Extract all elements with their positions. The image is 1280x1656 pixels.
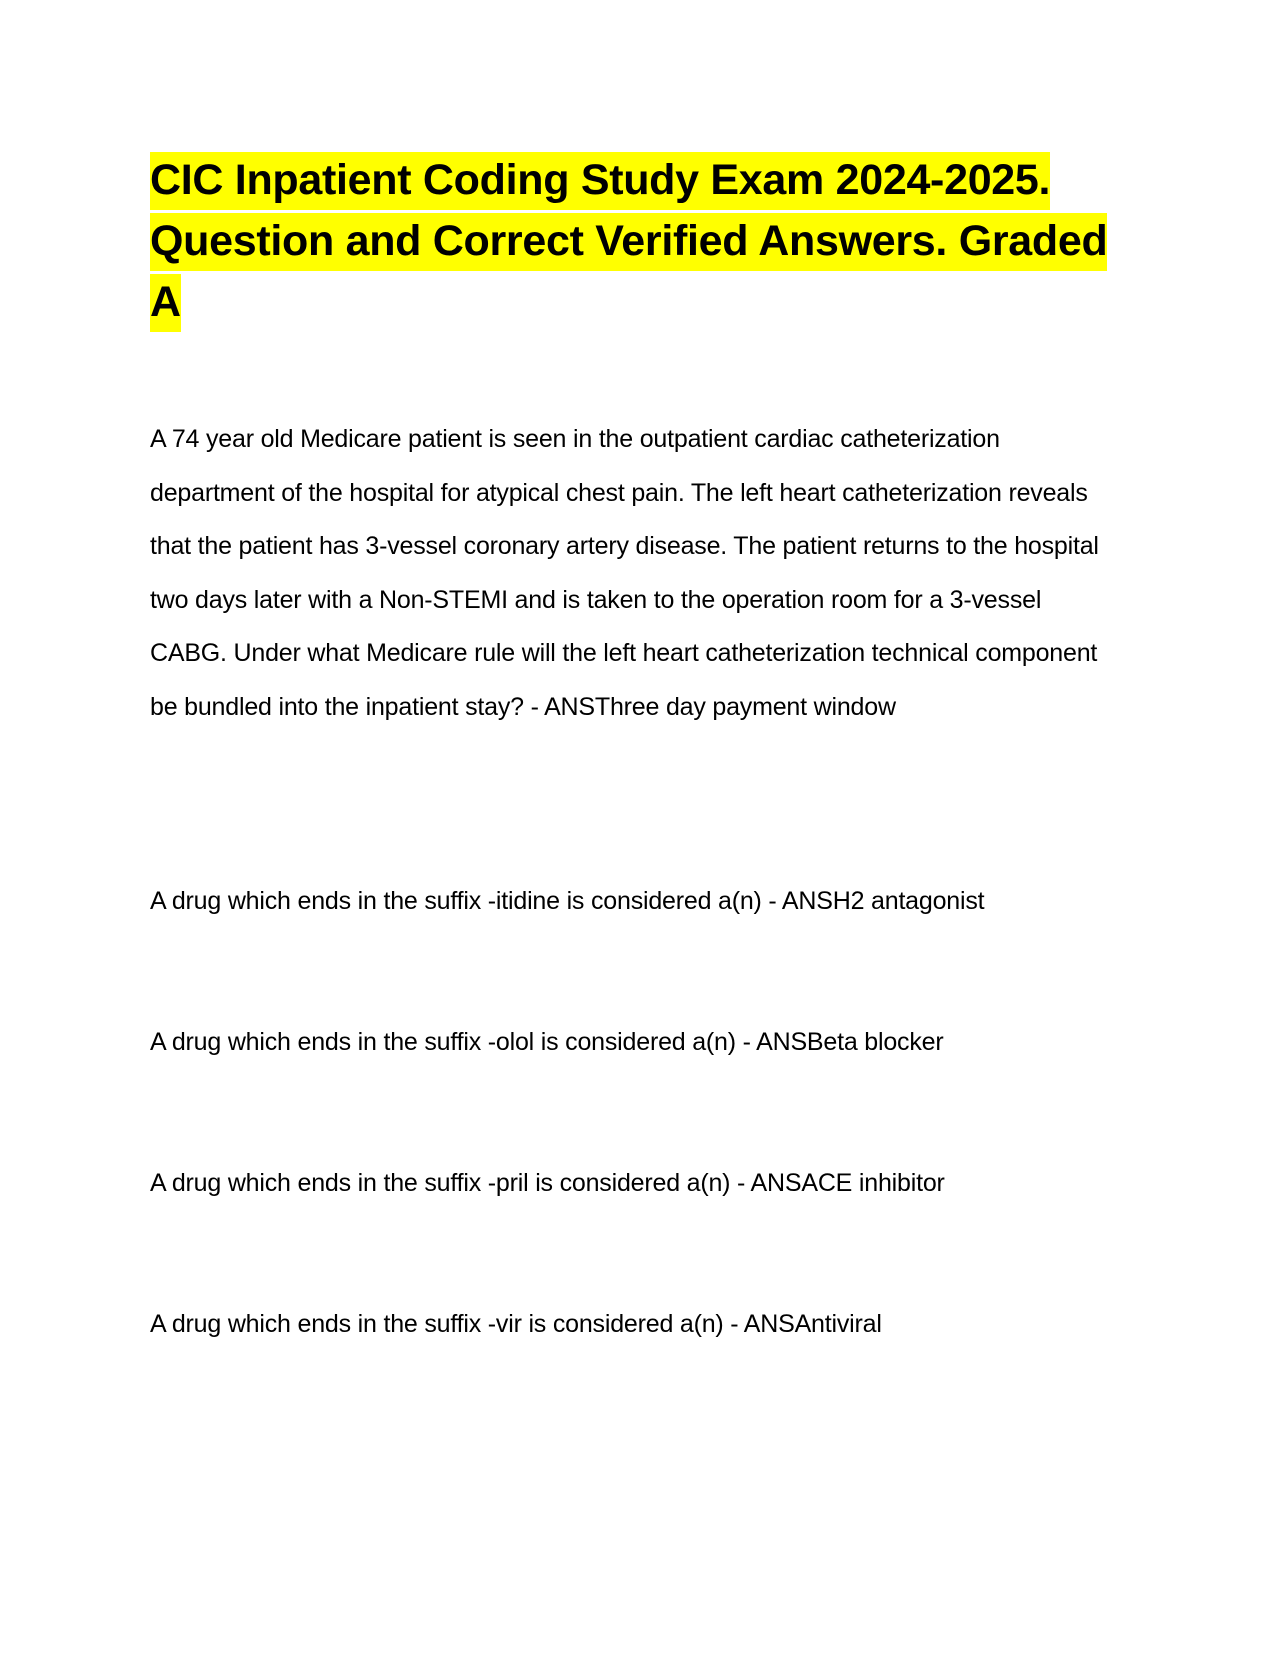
qa-item-three-day-window: A 74 year old Medicare patient is seen in the outpatient cardiac catheterization department of the hospital for atypical chest pain. The left heart catheterization reveals that the patient has 3-vessel coronary artery disease. The patient returns to the hospital two days later with a Non-STEMI and is taken to the operation room for a 3-vessel CABG. Under what Medicare rule will the left heart catheterization technical component be bundled into the inpatient stay? - ANSThree day payment window bbox=[150, 425, 1099, 721]
qa-item-pril: A drug which ends in the suffix -pril is considered a(n) - ANSACE inhibitor bbox=[150, 1169, 945, 1197]
qa-item-olol: A drug which ends in the suffix -olol is considered a(n) - ANSBeta blocker bbox=[150, 1028, 944, 1056]
document-title bbox=[150, 150, 1110, 333]
qa-item-itidine: A drug which ends in the suffix -itidine is considered a(n) - ANSH2 antagonist bbox=[150, 887, 985, 915]
qa-item-vir: A drug which ends in the suffix -vir is considered a(n) - ANSAntiviral bbox=[150, 1310, 882, 1338]
title-highlight: CIC Inpatient Coding Study Exam 2024-2025. Question and Correct Verified Answers. Graded A bbox=[150, 152, 1107, 332]
